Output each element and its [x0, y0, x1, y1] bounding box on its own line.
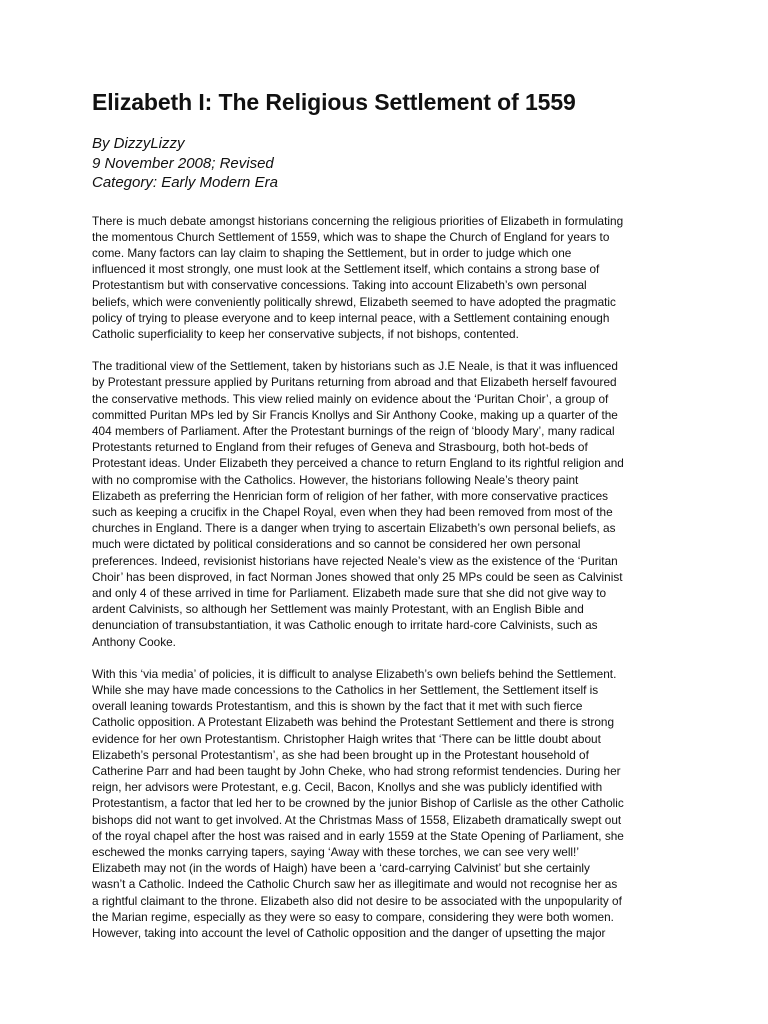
body-paragraph	[92, 666, 680, 941]
text-line: evidence for her own Protestantism. Christopher Haigh writes that ‘There can be little doubt about	[92, 731, 601, 746]
text-line: beliefs, which were conveniently politically shrewd, Elizabeth seemed to have adopted the pragmatic	[92, 294, 616, 309]
text-line: reign, her advisors were Protestant, e.g. Cecil, Bacon, Knollys and she was publicly identified with	[92, 780, 603, 795]
text-line: and only 4 of these arrived in time for Parliament. Elizabeth made sure that she did not give way to	[92, 585, 607, 600]
text-line: Protestant ideas. Under Elizabeth they perceived a chance to return England to its rightful religion and	[92, 456, 624, 471]
text-line: eschewed the monks carrying tapers, saying ‘Away with these torches, we can see very well!’	[92, 845, 579, 860]
date-line: 9 November 2008; Revised	[92, 154, 274, 172]
text-line: overall leaning towards Protestantism, and this is shown by the fact that it met with such fierce	[92, 699, 583, 714]
text-line: Elizabeth as preferring the Henrician form of religion of her father, with more conservative practices	[92, 488, 609, 503]
text-line: preferences. Indeed, revisionist historians have rejected Neale’s view as the existence of the ‘Puritan	[92, 553, 618, 568]
text-line: The traditional view of the Settlement, taken by historians such as J.E Neale, is that it was influenced	[92, 359, 618, 374]
document-meta	[92, 134, 680, 193]
text-line: the Marian regime, especially as they were so easy to compare, considering they were both women.	[92, 909, 614, 924]
text-line: Anthony Cooke.	[92, 634, 176, 649]
document-body	[92, 213, 680, 942]
text-line: With this ‘via media’ of policies, it is difficult to analyse Elizabeth’s own beliefs behind the Settlement.	[92, 666, 617, 681]
text-line: There is much debate amongst historians concerning the religious priorities of Elizabeth in formulating	[92, 213, 624, 228]
text-line: Elizabeth’s personal Protestantism’, as she had been brought up in the Protestant household of	[92, 747, 589, 762]
text-line: the momentous Church Settlement of 1559, which was to shape the Church of England for years to	[92, 229, 610, 244]
text-line: a rightful claimant to the throne. Elizabeth also did not desire to be associated with the unpopularity of	[92, 893, 622, 908]
text-line: denunciation of transubstantiation, it was Catholic enough to irritate hard-core Calvinists, such as	[92, 618, 598, 633]
body-paragraph	[92, 213, 680, 343]
text-line: bishops did not want to get involved. At the Christmas Mass of 1558, Elizabeth dramatically swept out	[92, 812, 622, 827]
text-line: wasn’t a Catholic. Indeed the Catholic Church saw her as illegitimate and would not recognise her as	[92, 877, 618, 892]
document-title: Elizabeth I: The Religious Settlement of 1559	[92, 89, 576, 115]
text-line: of the royal chapel after the host was raised and in early 1559 at the State Opening of Parliament, she	[92, 828, 624, 843]
text-line: 404 members of Parliament. After the Protestant burnings of the reign of ‘bloody Mary’, many radical	[92, 423, 615, 438]
body-paragraph	[92, 358, 680, 650]
text-line: committed Puritan MPs led by Sir Francis Knollys and Sir Anthony Cooke, making up a quarter of the	[92, 407, 618, 422]
text-line: Protestantism, a factor that led her to be crowned by the junior Bishop of Carlisle as the other Catholic	[92, 796, 624, 811]
text-line: churches in England. There is a danger when trying to ascertain Elizabeth’s own personal beliefs, as	[92, 521, 616, 536]
text-line: Elizabeth may not (in the words of Haigh) have been a ‘card-carrying Calvinist’ but she certainly	[92, 861, 590, 876]
text-line: come. Many factors can lay claim to shaping the Settlement, but in order to judge which one	[92, 245, 572, 260]
text-line: Catherine Parr and had been taught by John Cheke, who had strong reformist tendencies. During her	[92, 764, 621, 778]
author-line: By DizzyLizzy	[92, 135, 185, 152]
text-line: by Protestant pressure applied by Puritans returning from abroad and that Elizabeth herself favoured	[92, 375, 617, 390]
document-page	[92, 88, 680, 957]
text-line: with no compromise with the Catholics. However, the historians following Neale’s theory paint	[92, 472, 579, 487]
category-line: Category: Early Modern Era	[92, 174, 278, 191]
text-line: much were dictated by political considerations and so cannot be considered her own personal	[92, 537, 581, 552]
text-line: influenced it most strongly, one must look at the Settlement itself, which contains a strong base of	[92, 262, 600, 277]
text-line: policy of trying to please everyone and to keep internal peace, with a Settlement containing enough	[92, 310, 610, 325]
text-line: ardent Calvinists, so although her Settlement was mainly Protestant, with an English Bible and	[92, 602, 584, 617]
text-line: Protestants returned to England from their refuges of Geneva and Strasbourg, both hot-beds of	[92, 440, 588, 455]
text-line: Choir’ has been disproved, in fact Norman Jones showed that only 25 MPs could be seen as Calvinist	[92, 569, 623, 584]
text-line: the conservative methods. This view relied mainly on evidence about the ‘Puritan Choir’, a group of	[92, 391, 609, 406]
text-line: Catholic opposition. A Protestant Elizabeth was behind the Protestant Settlement and there is strong	[92, 715, 615, 730]
text-line: Protestantism but with conservative concessions. Taking into account Elizabeth’s own personal	[92, 278, 587, 293]
text-line: While she may have made concessions to the Catholics in her Settlement, the Settlement itself is	[92, 682, 599, 697]
text-line: Catholic superficiality to keep her conservative subjects, if not bishops, contented.	[92, 326, 519, 341]
text-line: such as keeping a crucifix in the Chapel Royal, even when they had been removed from most of the	[92, 504, 613, 519]
text-line: However, taking into account the level of Catholic opposition and the danger of upsetting the major	[92, 926, 606, 941]
